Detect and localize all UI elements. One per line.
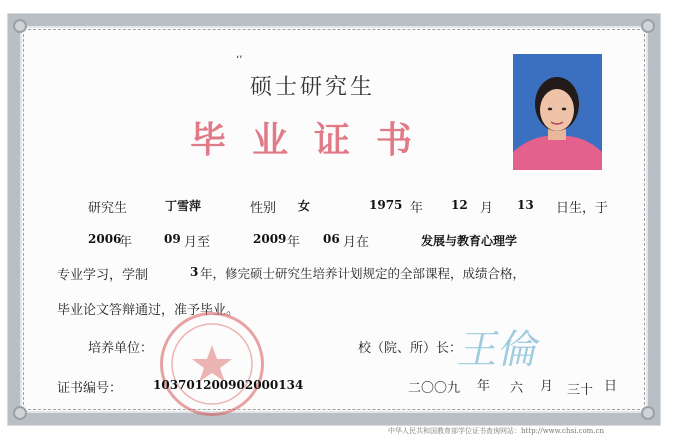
end-month: 06 [323, 232, 340, 246]
end-year: 2009 [253, 232, 287, 246]
birth-day: 13 [517, 198, 534, 212]
certificate-subtitle: 硕士研究生 [250, 75, 376, 100]
label-issue-year: 年 [477, 379, 491, 394]
student-name: 丁雪萍 [165, 199, 202, 213]
label-gender: 性别 [250, 201, 277, 216]
certificate-title: 毕业证书 [190, 120, 439, 161]
corner-rivet [13, 19, 27, 33]
graduation-text: 毕业论文答辩通过，准予毕业。 [57, 303, 240, 318]
label-year: 年 [119, 235, 133, 250]
study-rest: 年，修完硕士研究生培养计划规定的全部课程，成绩合格， [200, 266, 526, 281]
issue-year: 二〇〇九 [408, 381, 461, 396]
label-issue-day: 日 [604, 379, 618, 394]
president-signature: 王倫 [454, 327, 545, 373]
label-president: 校（院、所）长： [358, 341, 463, 356]
official-seal [160, 312, 264, 416]
issue-month: 六 [510, 381, 524, 396]
header-mark: ‘’ [236, 55, 243, 66]
corner-rivet [641, 406, 655, 420]
seal-mark [163, 315, 261, 413]
study-text: 专业学习，学制 [57, 268, 149, 283]
label-year: 年 [287, 235, 301, 250]
cert-number: 103701200902000134 [153, 378, 304, 392]
portrait-image [513, 54, 602, 170]
label-issue-month: 月 [540, 379, 554, 394]
birth-month: 12 [451, 198, 468, 212]
label-month: 月 [480, 201, 494, 216]
label-cert-number: 证书编号： [57, 381, 123, 396]
birth-year: 1975 [369, 198, 403, 212]
start-month: 09 [164, 232, 181, 246]
corner-rivet [641, 19, 655, 33]
gender-value: 女 [298, 199, 311, 213]
verification-footer: 中华人民共和国教育部学位证书查询网站：http://www.chsi.com.cn [388, 427, 604, 435]
label-born: 日生，于 [556, 201, 609, 216]
major: 发展与教育心理学 [421, 234, 518, 248]
label-training-unit: 培养单位： [88, 341, 154, 356]
corner-rivet [13, 406, 27, 420]
duration: 3 [190, 265, 199, 279]
label-year: 年 [410, 201, 424, 216]
issue-day: 三十 [567, 383, 594, 398]
student-photo [513, 54, 602, 170]
label-to: 月至 [184, 235, 211, 250]
label-at: 月在 [343, 235, 370, 250]
label-student: 研究生 [88, 201, 128, 216]
start-year: 2006 [88, 232, 122, 246]
